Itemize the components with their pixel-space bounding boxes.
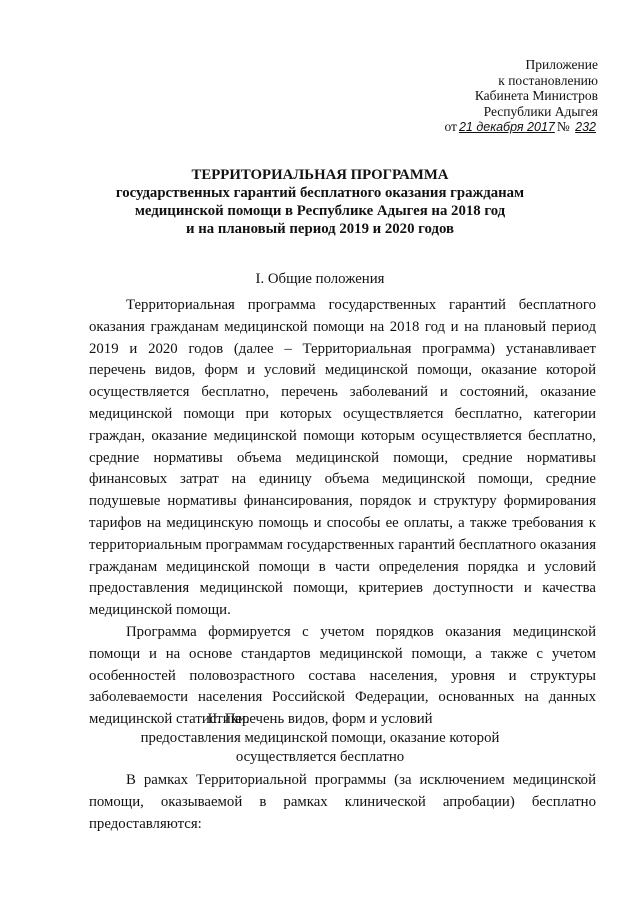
handwritten-number: 232 — [575, 120, 596, 135]
number-sign: № — [556, 119, 570, 135]
section-2-paragraph-1: В рамках Территориальной программы (за исключением медицинской помощи, оказываемой в рамках клинической апробации) бесплатно предоставляются: — [89, 772, 596, 832]
section-2-heading — [60, 710, 580, 767]
appendix-date-line — [444, 119, 598, 136]
title-line-1: ТЕРРИТОРИАЛЬНАЯ ПРОГРАММА — [191, 167, 449, 183]
title-line-4: и на плановый период 2019 и 2020 годов — [185, 221, 455, 237]
section-2-heading-line-2: предоставления медицинской помощи, оказание которой — [140, 730, 500, 746]
section-2-heading-line-3: осуществляется бесплатно — [235, 749, 405, 765]
section-1-body — [89, 295, 596, 731]
appendix-line-4: Республики Адыгея — [483, 103, 598, 119]
section-1-paragraph-2: Программа формируется с учетом порядков оказания медицинской помощи и на основе стандартов медицинской помощи, а также с учетом особенностей половозрастного состава населения, уровня и структуры заболеваемости населения Российской Федерации, основанных на данных медицинской статистики. — [89, 623, 596, 728]
title-line-3: медицинской помощи в Республике Адыгея на 2018 год — [134, 203, 506, 219]
appendix-line-2: к постановлению — [498, 72, 598, 88]
appendix-line-1: Приложение — [525, 57, 598, 72]
section-1-heading — [60, 270, 580, 289]
handwritten-date: 21 декабря 2017 — [458, 120, 555, 135]
section-1-paragraph-1: Территориальная программа государственных гарантий бесплатного оказания гражданам медицинской помощи на 2018 год и на плановый период 2019 и 2020 годов (далее – Территориальная программа) устанавливает перечень видов, форм и условий медицинской помощи, оказание которой осуществляется бесплатно, перечень заболеваний и состояний, оказание медицинской помощи при которых осуществляется бесплатно, категории граждан, оказание медицинской помощи которым осуществляется бесплатно, средние нормативы объема медицинской помощи, средние нормативы финансовых затрат на единицу объема медицинской помощи, средние подушевые нормативы финансирования, порядок и структуру формирования тарифов на медицинскую помощь и способы ее оплаты, а также требования к территориальным программам государственных гарантий бесплатного оказания гражданам медицинской помощи в части определения порядка и условий предоставления медицинской помощи, критериев доступности и качества медицинской помощи. — [89, 297, 596, 619]
document-title — [60, 166, 580, 238]
section-2-heading-line-1: II. Перечень видов, форм и условий — [207, 711, 433, 727]
section-2-body — [89, 770, 596, 835]
date-prefix: от — [444, 119, 457, 135]
title-line-2: государственных гарантий бесплатного оказания гражданам — [115, 185, 525, 201]
appendix-block — [444, 57, 598, 136]
appendix-line-3: Кабинета Министров — [474, 88, 598, 104]
section-1-heading-text: I. Общие положения — [255, 271, 385, 287]
